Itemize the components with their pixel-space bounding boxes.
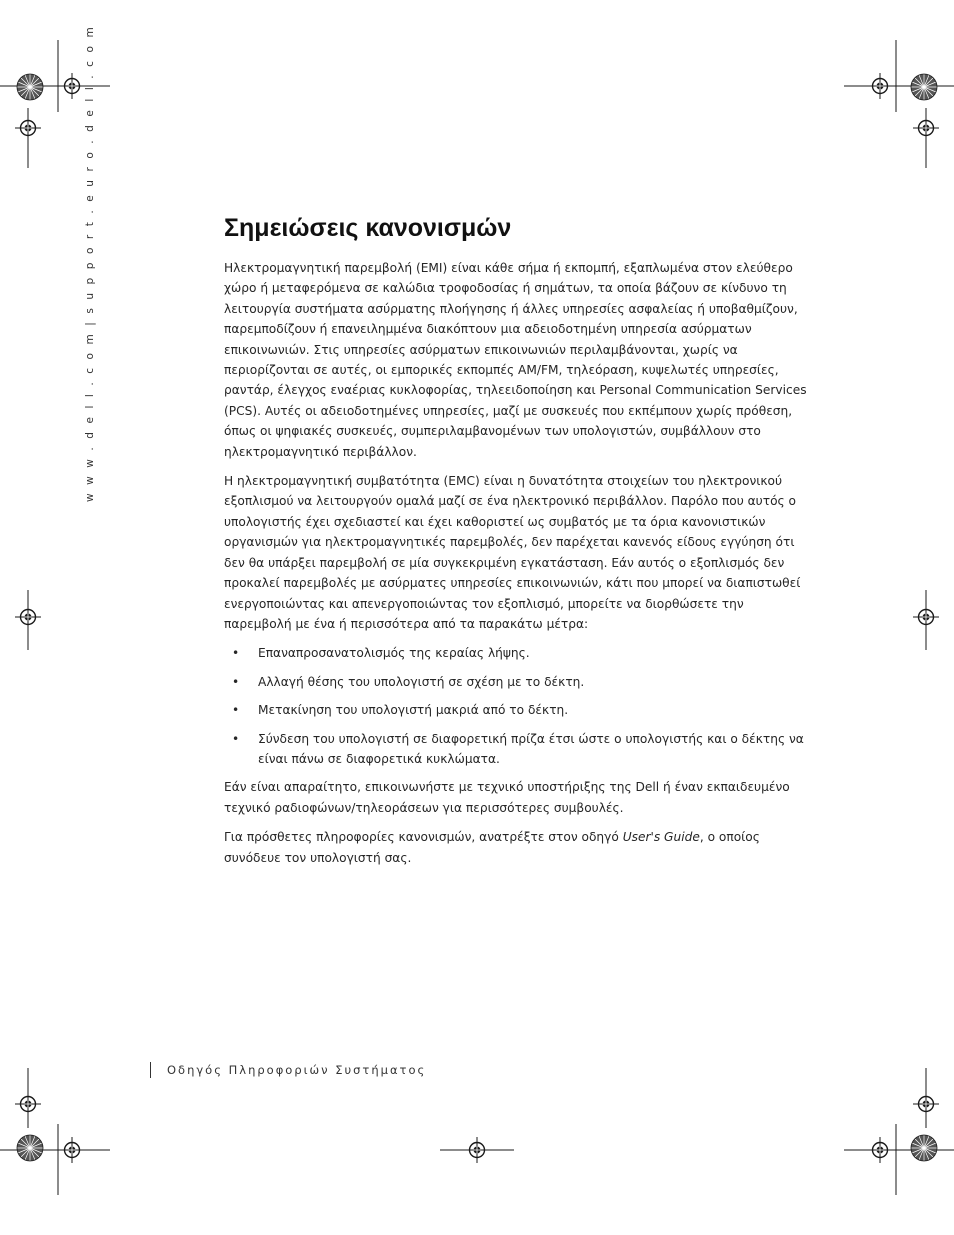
star-target-bottom-left	[17, 1135, 43, 1161]
footer-divider	[150, 1062, 151, 1078]
registration-mark-top-right-side	[913, 115, 939, 141]
users-guide-text-before: Για πρόσθετες πληροφορίες κανονισμών, ανατρέξτε στον οδηγό	[224, 830, 623, 845]
registration-mark-mid-right	[913, 604, 939, 630]
registration-mark-bottom-right	[867, 1137, 893, 1163]
users-guide-paragraph	[224, 827, 814, 868]
page-title: Σημειώσεις κανονισμών	[224, 214, 512, 242]
list-item	[224, 700, 814, 720]
footer-title: Οδηγός Πληροφοριών Συστήματος	[167, 1063, 427, 1077]
emi-paragraph: Ηλεκτρομαγνητική παρεμβολή (EMI) είναι κάθε σήμα ή εκπομπή, εξαπλωμένα στον ελεύθερο χώρο ή μεταφερόμενα σε καλώδια τροφοδοσίας ή σημάτων, τα οποία βάζουν σε κίνδυνο τη λειτουργία συστήματα ασύρματης πλοήγησης ή άλλες υπηρεσίες ασφαλείας ή υποβαθμίζουν, παρεμποδίζουν ή επανειλημμένα διακόπτουν μια αδειοδοτημένη υπηρεσία ασύρματων επικοινωνιών. Στις υπηρεσίες ασύρματων επικοινωνιών περιλαμβάνονται, χωρίς να περιορίζονται σε αυτές, οι εμπορικές εκπομπές AM/FM, τηλεόραση, κυψελωτές υπηρεσίες, ραντάρ, έλεγχος εναέριας κυκλοφορίας, τηλεειδοποίηση και Personal Communication Services (PCS). Αυτές οι αδειοδοτημένες υπηρεσίες, μαζί με συσκευές που εκπέμπουν χωρίς πρόθεση, όπως οι ψηφιακές συσκευές, συμπεριλαμβανομένων των υπολογιστών, συμβάλλουν στο ηλεκτρομαγνητικό περιβάλλον.	[224, 261, 807, 459]
bullet-icon: •	[232, 674, 240, 689]
list-item-text: Σύνδεση του υπολογιστή σε διαφορετική πρίζα έτσι ώστε ο υπολογιστής και ο δέκτης να είναι πάνω σε διαφορετικά κυκλώματα.	[258, 731, 804, 766]
registration-mark-bottom-left	[59, 1137, 85, 1163]
page-footer	[150, 1060, 426, 1080]
registration-mark-bottom-center	[464, 1137, 490, 1163]
document-body	[224, 258, 814, 877]
star-target-top-left	[17, 74, 43, 100]
list-item-text: Επαναπροσανατολισμός της κεραίας λήψης.	[258, 646, 530, 661]
list-item	[224, 643, 814, 663]
bullet-icon: •	[232, 703, 240, 718]
dell-support-paragraph: Εάν είναι απαραίτητο, επικοινωνήστε με τεχνικό υποστήριξης της Dell ή έναν εκπαιδευμένο τεχνικό ραδιοφώνων/τηλεοράσεων για περισσότερες συμβουλές.	[224, 780, 790, 815]
registration-mark-top-left	[59, 73, 85, 99]
star-target-bottom-right	[911, 1135, 937, 1161]
star-target-top-right	[911, 74, 937, 100]
users-guide-text-after: , ο οποίος συνόδευε τον υπολογιστή σας.	[224, 830, 760, 865]
list-item	[224, 672, 814, 692]
users-guide-title: User's Guide	[622, 830, 700, 845]
measures-list	[224, 643, 814, 769]
bullet-icon: •	[232, 646, 240, 661]
registration-mark-bottom-left-side	[15, 1091, 41, 1117]
emc-paragraph: Η ηλεκτρομαγνητική συμβατότητα (EMC) είναι η δυνατότητα στοιχείων του ηλεκτρονικού εξοπλισμού να λειτουργούν ομαλά μαζί σε ένα ηλεκτρονικό περιβάλλον. Παρόλο που αυτός ο υπολογιστής έχει σχεδιαστεί και έχει καθοριστεί ως συμβατός με τα όρια κανονιστικών οργανισμών για ηλεκτρομαγνητικές παρεμβολές, δεν παρέχεται κανενός είδους εγγύηση ότι δεν θα υπάρξει παρεμβολή σε μία συγκεκριμένη εγκατάσταση. Εάν αυτός ο εξοπλισμός δεν προκαλεί παρεμβολές με ασύρματες υπηρεσίες επικοινωνιών, κάτι που μπορεί να διαπιστωθεί ενεργοποιώντας και απενεργοποιώντας τον εξοπλισμό, μπορείτε να διορθώσετε την παρεμβολή με ένα ή περισσότερα από τα παρακάτω μέτρα:	[224, 474, 801, 631]
list-item-text: Μετακίνηση του υπολογιστή μακριά από το δέκτη.	[258, 703, 569, 718]
registration-mark-top-right	[867, 73, 893, 99]
list-item-text: Αλλαγή θέσης του υπολογιστή σε σχέση με το δέκτη.	[258, 674, 585, 689]
bullet-icon: •	[232, 731, 240, 746]
registration-mark-bottom-right-side	[913, 1091, 939, 1117]
registration-mark-mid-left	[15, 604, 41, 630]
list-item	[224, 729, 814, 770]
registration-mark-top-left-side	[15, 115, 41, 141]
side-website-url: w w w . d e l l . c o m | s u p p o r t . e u r o . d e l l . c o m	[84, 24, 96, 502]
